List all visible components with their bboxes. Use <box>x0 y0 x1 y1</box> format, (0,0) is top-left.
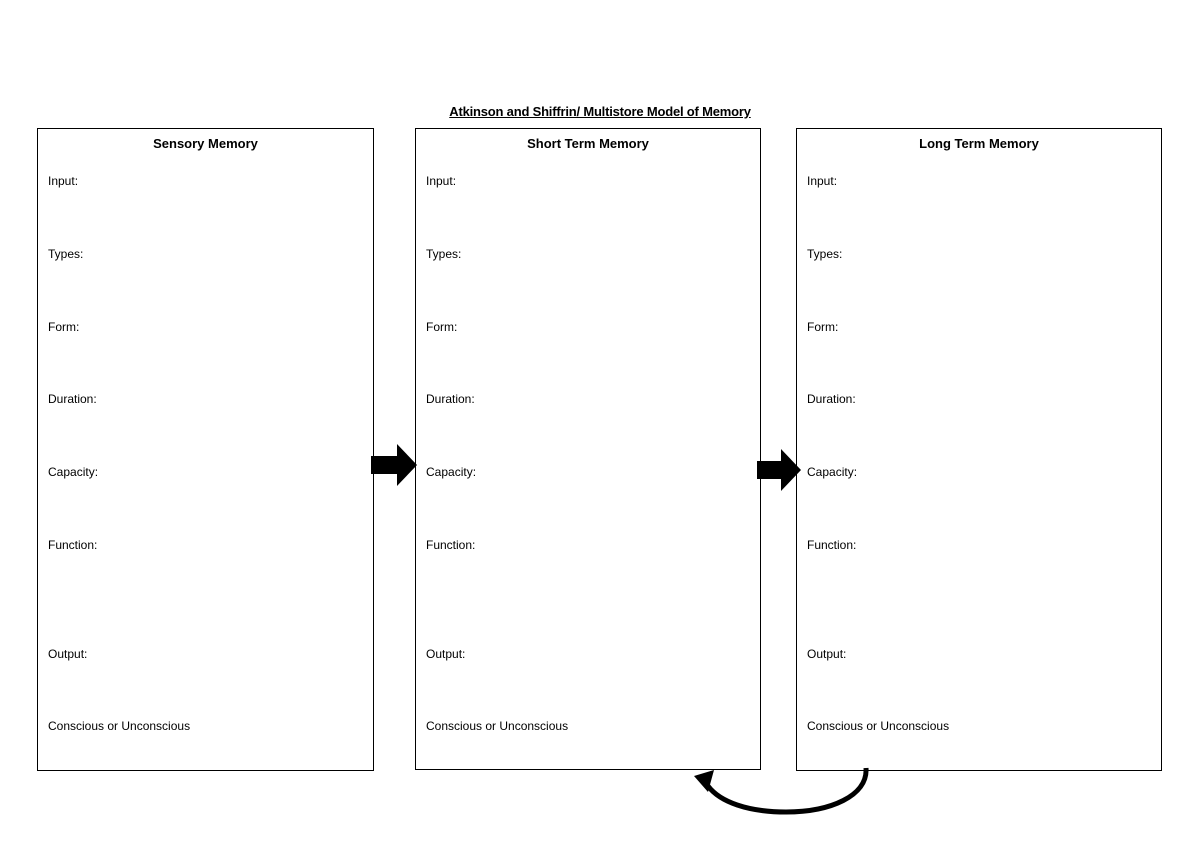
field-input-label: Input: <box>48 174 79 188</box>
arrow-sensory-to-stm-icon <box>371 444 419 486</box>
diagram-title: Atkinson and Shiffrin/ Multistore Model of Memory <box>449 104 751 119</box>
field-input-label: Input: <box>426 174 457 188</box>
field-capacity-label: Capacity: <box>426 465 477 479</box>
field-conscious-label: Conscious or Unconscious <box>807 719 950 733</box>
field-function-label: Function: <box>426 538 476 552</box>
field-capacity-label: Capacity: <box>48 465 99 479</box>
field-input-label: Input: <box>807 174 838 188</box>
field-conscious-label: Conscious or Unconscious <box>426 719 569 733</box>
field-form-label: Form: <box>48 320 80 334</box>
field-function-label: Function: <box>807 538 857 552</box>
retrieval-loop-arrow-icon <box>690 766 875 818</box>
field-output-label: Output: <box>807 647 847 661</box>
field-duration-label: Duration: <box>48 392 97 406</box>
arrow-stm-to-ltm-icon <box>757 449 803 491</box>
field-types-label: Types: <box>807 247 843 261</box>
field-capacity-label: Capacity: <box>807 465 858 479</box>
field-duration-label: Duration: <box>807 392 856 406</box>
box-title: Sensory Memory <box>153 136 258 151</box>
field-types-label: Types: <box>48 247 84 261</box>
field-output-label: Output: <box>426 647 466 661</box>
field-form-label: Form: <box>426 320 458 334</box>
field-form-label: Form: <box>807 320 839 334</box>
field-function-label: Function: <box>48 538 98 552</box>
field-conscious-label: Conscious or Unconscious <box>48 719 191 733</box>
field-duration-label: Duration: <box>426 392 475 406</box>
long-term-memory-box <box>796 128 1162 771</box>
short-term-memory-box <box>415 128 761 770</box>
field-types-label: Types: <box>426 247 462 261</box>
sensory-memory-box <box>37 128 374 771</box>
box-title: Short Term Memory <box>527 136 649 151</box>
field-output-label: Output: <box>48 647 88 661</box>
box-title: Long Term Memory <box>919 136 1039 151</box>
